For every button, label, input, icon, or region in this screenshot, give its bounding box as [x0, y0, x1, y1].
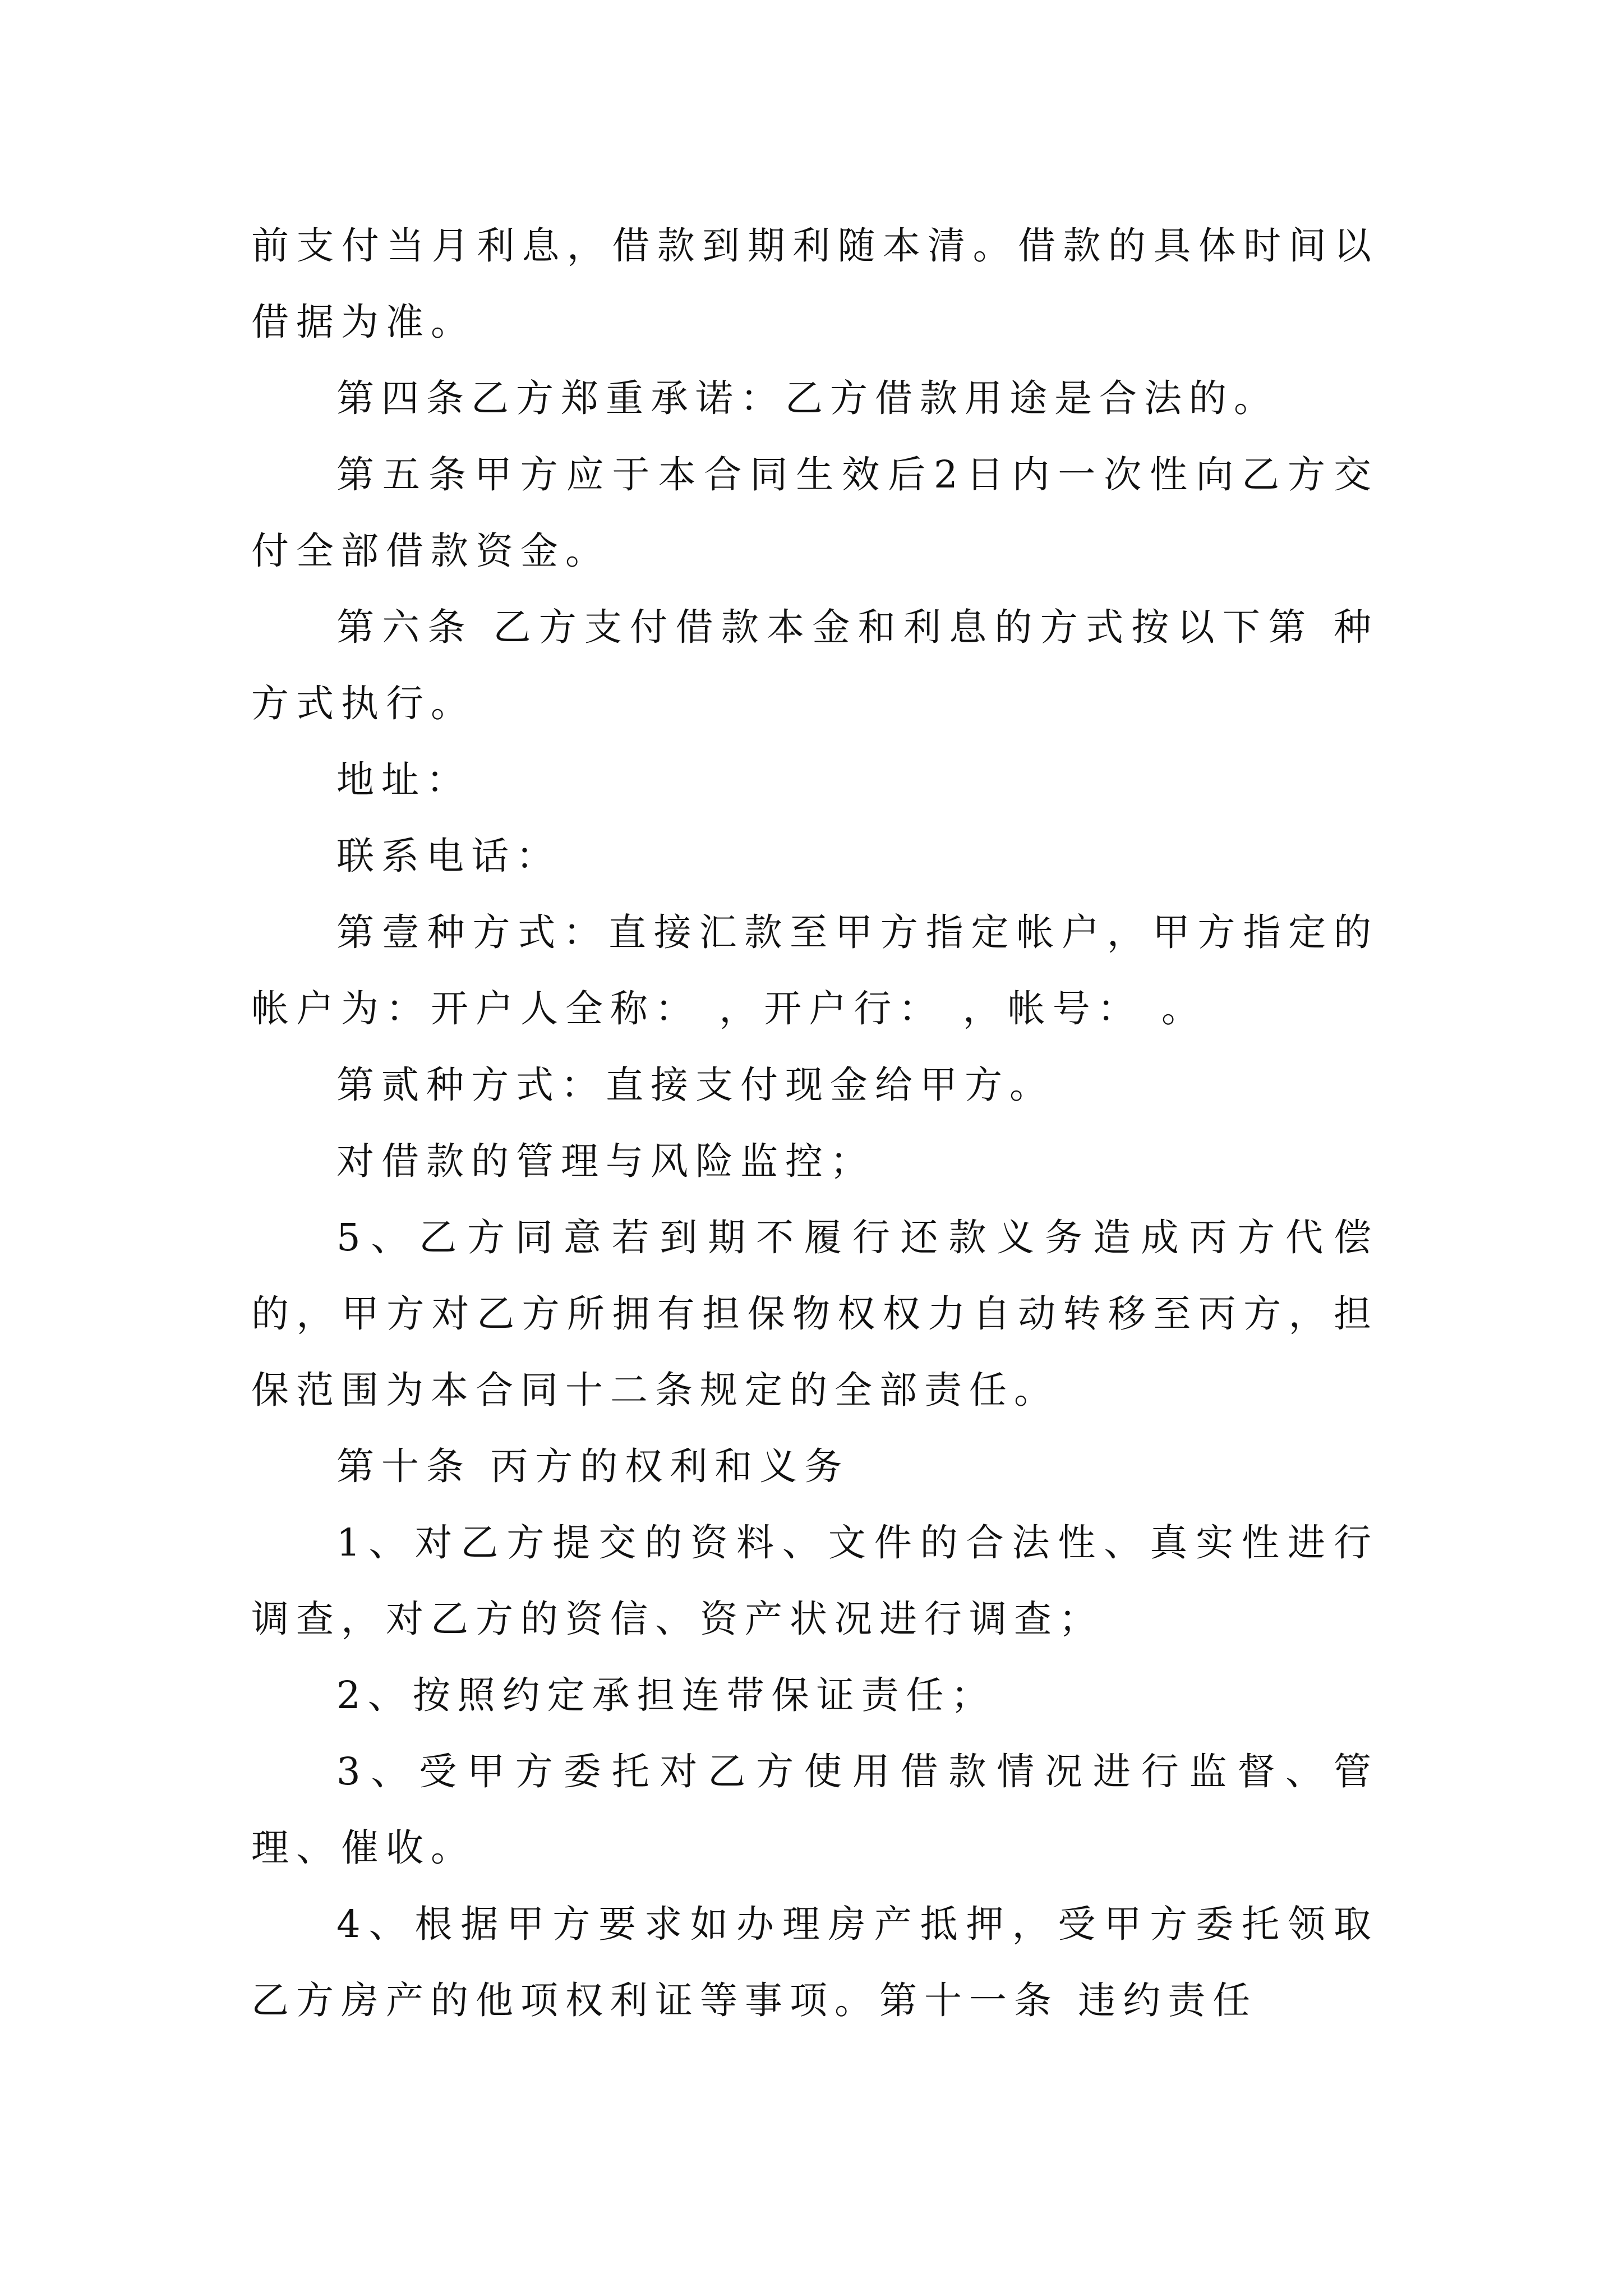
paragraph-phone: 联系电话： [336, 834, 561, 878]
paragraph-article-5: 第五条甲方应于本合同生效后2日内一次性向乙方交付全部借款资金。 [251, 453, 1378, 573]
paragraph-item-2: 2、按照约定承担连带保证责任； [336, 1673, 996, 1717]
paragraph-article-6: 第六条 乙方支付借款本金和利息的方式按以下第 种方式执行。 [251, 605, 1378, 725]
paragraph-item-3: 3、受甲方委托对乙方使用借款情况进行监督、管理、催收。 [251, 1750, 1378, 1870]
paragraph-item-1: 1、对乙方提交的资料、文件的合法性、真实性进行调查，对乙方的资信、资产状况进行调查； [251, 1521, 1378, 1641]
paragraph-method-2: 第贰种方式：直接支付现金给甲方。 [336, 1063, 1054, 1107]
paragraph-method-1: 第壹种方式：直接汇款至甲方指定帐户，甲方指定的帐户为：开户人全称： ，开户行： ，帐号： 。 [251, 910, 1378, 1030]
paragraph-item-5: 5、乙方同意若到期不履行还款义务造成丙方代偿的，甲方对乙方所拥有担保物权权力自动转移至丙方，担保范围为本合同十二条规定的全部责任。 [251, 1216, 1378, 1412]
paragraph-continuation: 前支付当月利息，借款到期利随本清。借款的具体时间以借据为准。 [251, 224, 1378, 344]
paragraph-loan-management: 对借款的管理与风险监控； [336, 1139, 875, 1183]
paragraph-address: 地址： [336, 758, 471, 802]
paragraph-article-4: 第四条乙方郑重承诺：乙方借款用途是合法的。 [336, 376, 1279, 420]
paragraph-article-10: 第十条 丙方的权利和义务 [336, 1444, 850, 1488]
document-page [251, 208, 1378, 2039]
paragraph-item-4: 4、根据甲方要求如办理房产抵押，受甲方委托领取乙方房产的他项权利证等事项。第十一条 违约责任 [251, 1902, 1378, 2022]
